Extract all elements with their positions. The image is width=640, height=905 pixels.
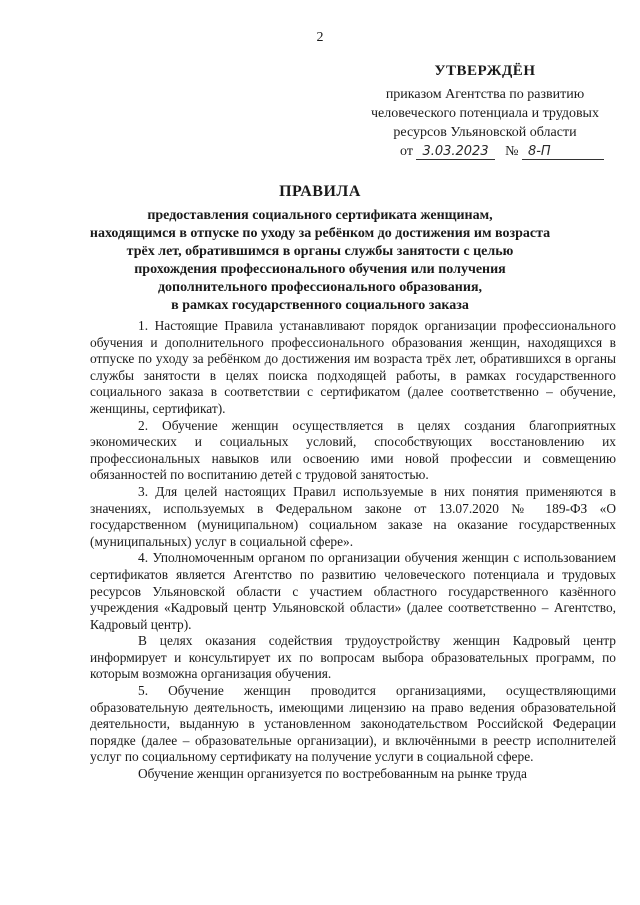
subtitle-line: в рамках государственного социального заказа [171, 298, 469, 313]
handwritten-date: 3.03.2023 [416, 144, 494, 160]
subtitle-line: находящимся в отпуске по уходу за ребёнком до достижения им возраста [89, 226, 551, 241]
subtitle-line: дополнительного профессионального образования, [157, 280, 483, 295]
document-title [80, 183, 560, 315]
approval-line-1: приказом Агентства по развитию [385, 87, 585, 102]
paragraph-4-cont: В целях оказания содействия трудоустройству женщин Кадровый центр информирует и консультирует их по вопросам выбора образовательных программ, по которым возможна организация обучения. [90, 633, 616, 682]
title-subtitle [80, 207, 560, 315]
subtitle-line: трёх лет, обратившимся в органы службы занятости с целью [126, 244, 514, 259]
document-body [90, 318, 616, 783]
number-prefix: № [505, 144, 519, 159]
paragraph-5-cont: Обучение женщин организуется по востребованным на рынке труда [138, 766, 527, 782]
approval-date-line [360, 142, 610, 161]
paragraph-2: 2. Обучение женщин осуществляется в целях создания благоприятных экономических и социальных условий, способствующих восстановлению их профессиональных навыков или освоению ими новой профессии и совмещению обязанностей по воспитанию детей с трудовой занятостью. [90, 417, 616, 483]
page-number: 2 [316, 30, 324, 45]
approved-heading: УТВЕРЖДЁН [434, 63, 536, 79]
approval-line-3: ресурсов Ульяновской области [393, 125, 577, 140]
subtitle-line: прохождения профессионального обучения или получения [134, 262, 506, 277]
date-prefix: от [400, 144, 413, 159]
paragraph-4: 4. Уполномоченным органом по организации обучения женщин с использованием сертификатов является Агентство по развитию человеческого потенциала и трудовых ресурсов Ульяновской области с участием областного государственного казённого учреждения «Кадровый центр Ульяновской области» (далее соответственно – Агентство, Кадровый центр). [90, 550, 616, 632]
handwritten-number: 8-П [522, 144, 604, 160]
subtitle-line: предоставления социального сертификата женщинам, [147, 208, 493, 223]
title-main: ПРАВИЛА [279, 183, 361, 200]
approval-line-2: человеческого потенциала и трудовых [371, 106, 599, 121]
paragraph-1: 1. Настоящие Правила устанавливают порядок организации профессионального обучения и дополнительного профессионального образования женщин, находящихся в отпуске по уходу за ребёнком до достижения им возраста трёх лет, обратившихся в органы службы занятости в целях поиска подходящей работы, в рамках государственного социального заказа в соответствии с сертификатом (далее соответственно – обучение, женщины, сертификат). [90, 318, 616, 416]
paragraph-3: 3. Для целей настоящих Правил используемые в них понятия применяются в значениях, используемых в Федеральном законе от 13.07.2020 № 189-ФЗ «О государственном (муниципальном) социальном заказе на оказание государственных (муниципальных) услуг в социальной сфере». [90, 483, 616, 549]
paragraph-5: 5. Обучение женщин проводится организациями, осуществляющими образовательную деятельность, имеющими лицензию на право ведения образовательной деятельности, выданную в установленном законодательством Российской Федерации порядке (далее – образовательные организации), и включёнными в реестр исполнителей услуг по социальному сертификату на получение услуги в социальной сфере. [90, 683, 616, 765]
approval-stamp [360, 62, 610, 161]
